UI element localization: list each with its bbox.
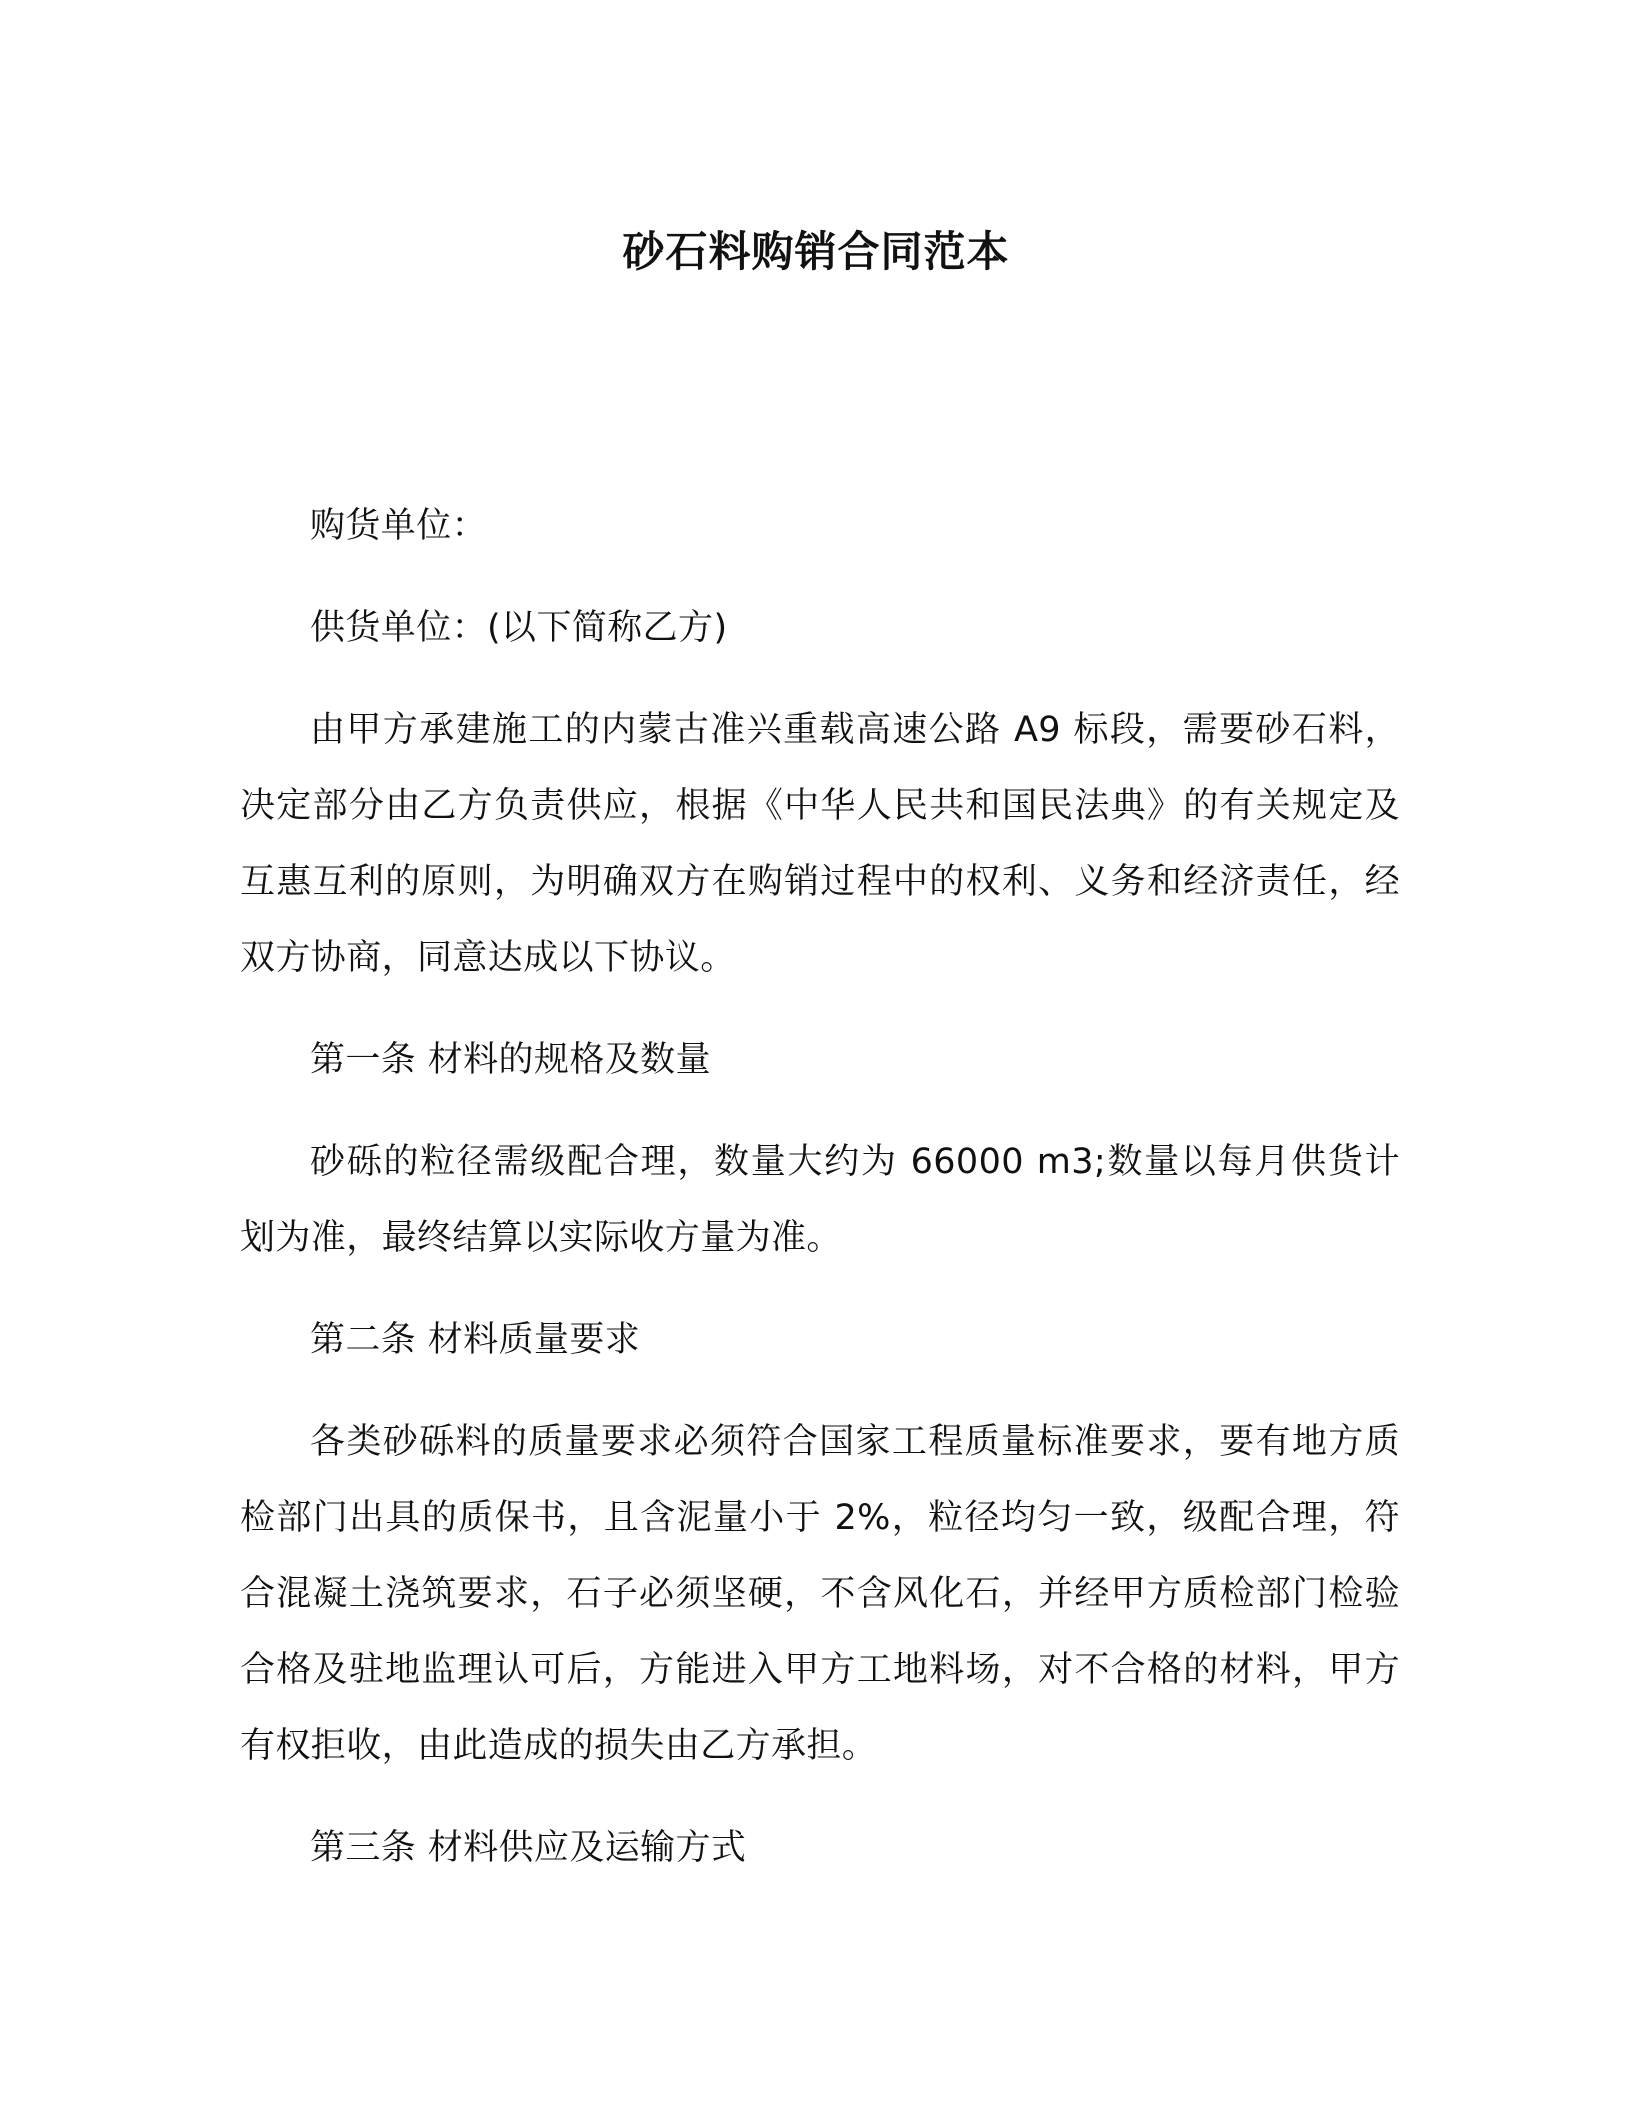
intro-paragraph: 由甲方承建施工的内蒙古准兴重载高速公路 A9 标段，需要砂石料，决定部分由乙方负责供应，根据《中华人民共和国民法典》的有关规定及互惠互利的原则，为明确双方在购销过程中的权利、义务和经济责任，经双方协商，同意达成以下协议。: [240, 710, 1400, 978]
article-2-text: 各类砂砾料的质量要求必须符合国家工程质量标准要求，要有地方质检部门出具的质保书，且含泥量小于 2%，粒径均匀一致，级配合理，符合混凝土浇筑要求，石子必须坚硬，不含风化石，并经甲方质检部门检验合格及驻地监理认可后，方能进入甲方工地料场，对不合格的材料，甲方有权拒收，由此造成的损失由乙方承担。: [240, 1422, 1400, 1766]
article-3-heading: 第三条 材料供应及运输方式: [310, 1828, 747, 1868]
article-1-heading: 第一条 材料的规格及数量: [310, 1040, 711, 1080]
article-1-text: 砂砾的粒径需级配合理，数量大约为 66000 m3;数量以每月供货计划为准，最终结算以实际收方量为准。: [240, 1142, 1400, 1258]
buyer-field: 购货单位：: [310, 506, 488, 546]
article-2-heading: 第二条 材料质量要求: [310, 1320, 641, 1360]
supplier-field: 供货单位：(以下简称乙方): [310, 608, 728, 648]
document-title: 砂石料购销合同范本: [622, 227, 1010, 276]
document-body: [240, 488, 1400, 1912]
